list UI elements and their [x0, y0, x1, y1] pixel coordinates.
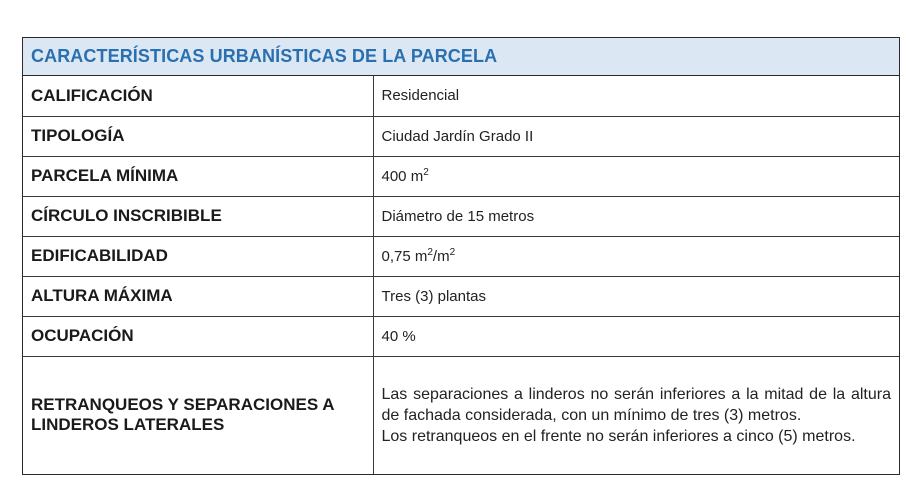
row-label: TIPOLOGÍA — [23, 116, 373, 156]
value-paragraph: Las separaciones a linderos no serán inferiores a la mitad de la altura de fachada considerada, con un mínimo de tres (3) metros. — [381, 385, 891, 424]
row-value — [373, 156, 899, 196]
table-row — [23, 316, 899, 356]
row-value: Ciudad Jardín Grado II — [373, 116, 899, 156]
table-row — [23, 196, 899, 236]
table-row — [23, 156, 899, 196]
row-value: Diámetro de 15 metros — [373, 196, 899, 236]
value-superscript: 2 — [427, 246, 433, 258]
row-value: 40 % — [373, 316, 899, 356]
row-label: OCUPACIÓN — [23, 316, 373, 356]
table-row — [23, 116, 899, 156]
row-value: Residencial — [373, 76, 899, 116]
row-value: Tres (3) plantas — [373, 276, 899, 316]
table-title: CARACTERÍSTICAS URBANÍSTICAS DE LA PARCELA — [31, 46, 498, 66]
table-row — [23, 276, 899, 316]
table-row — [23, 236, 899, 276]
value-superscript: 2 — [423, 166, 429, 178]
row-label: PARCELA MÍNIMA — [23, 156, 373, 196]
row-label: RETRANQUEOS Y SEPARACIONES A LINDEROS LATERALES — [23, 356, 373, 474]
row-value — [373, 356, 899, 474]
value-superscript: 2 — [449, 246, 456, 258]
value-text: 0,75 m — [381, 247, 428, 265]
row-label: ALTURA MÁXIMA — [23, 276, 373, 316]
row-label: CALIFICACIÓN — [23, 76, 373, 116]
characteristics-grid — [23, 76, 899, 474]
table-title-row — [23, 38, 899, 76]
table-row — [23, 76, 899, 116]
value-text: 400 m — [381, 167, 424, 185]
value-paragraph: Los retranqueos en el frente no serán inferiores a cinco (5) metros. — [381, 427, 856, 445]
row-value — [373, 236, 899, 276]
urban-characteristics-table — [22, 37, 900, 475]
row-label: CÍRCULO INSCRIBIBLE — [23, 196, 373, 236]
row-label: EDIFICABILIDAD — [23, 236, 373, 276]
table-row — [23, 356, 899, 474]
value-text-mid: /m — [432, 247, 450, 265]
